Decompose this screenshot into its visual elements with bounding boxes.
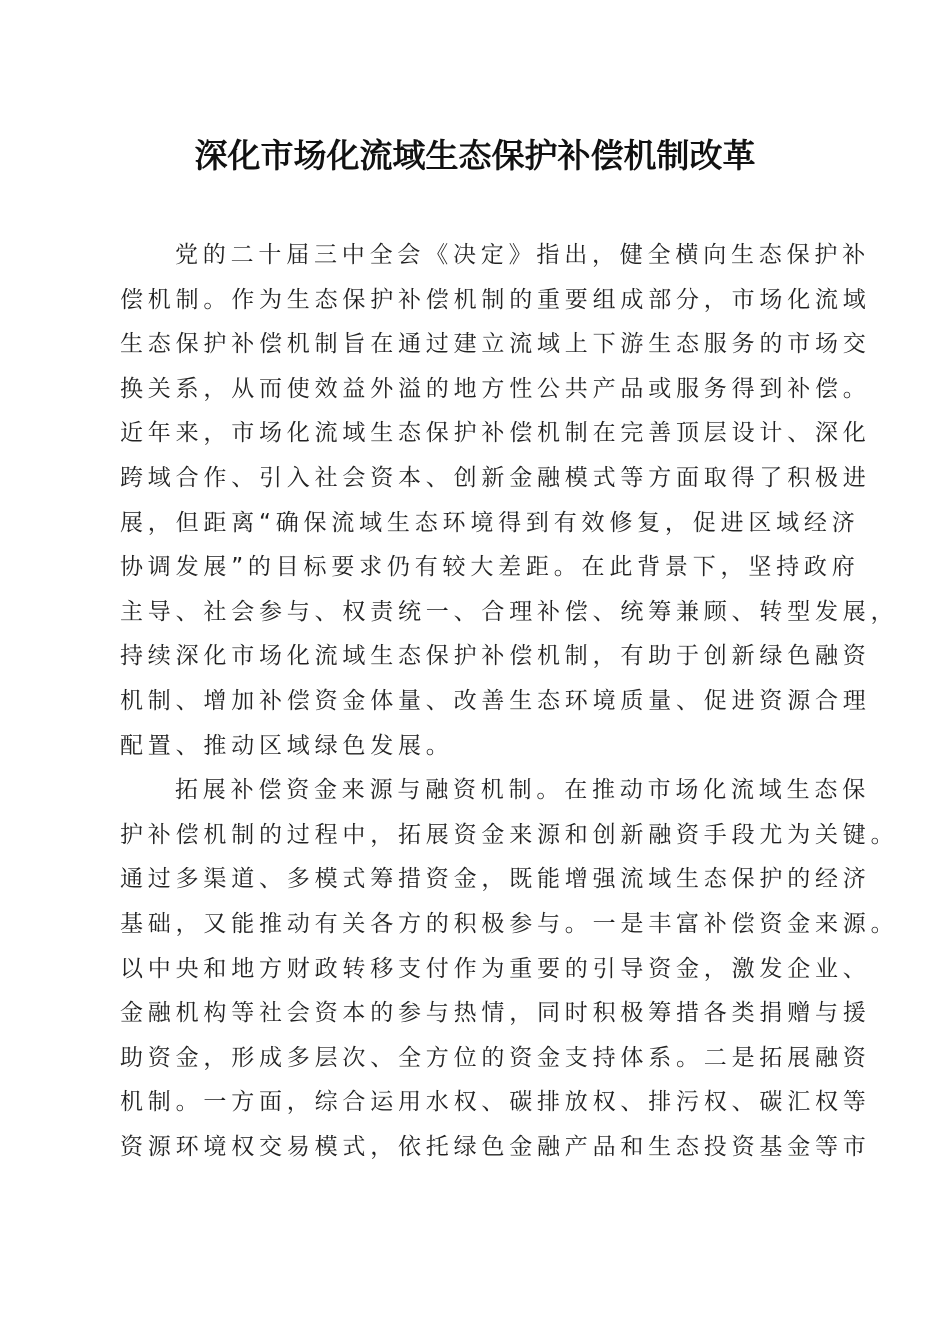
text-line: 机制、增加补偿资金体量、改善生态环境质量、促进资源合理 [120,687,871,714]
text-line: 拓展补偿资金来源与融资机制。在推动市场化流域生态保 [175,777,870,804]
text-line: 护补偿机制的过程中，拓展资金来源和创新融资手段尤为关键。 [120,821,899,848]
text-line: 配置、推动区域绿色发展。 [120,732,454,759]
text-line: 资源环境权交易模式，依托绿色金融产品和生态投资基金等市 [120,1133,871,1160]
text-line: 基础，又能推动有关各方的积极参与。一是丰富补偿资金来源。 [120,910,899,937]
text-line: 协调发展”的目标要求仍有较大差距。在此背景下，坚持政府 [120,554,860,581]
text-line: 展，但距离“确保流域生态环境得到有效修复，促进区域经济 [120,509,860,536]
text-line: 持续深化市场化流域生态保护补偿机制，有助于创新绿色融资 [120,643,871,670]
text-line: 助资金，形成多层次、全方位的资金支持体系。二是拓展融资 [120,1044,871,1071]
text-line: 生态保护补偿机制旨在通过建立流域上下游生态服务的市场交 [120,331,871,358]
text-line: 近年来，市场化流域生态保护补偿机制在完善顶层设计、深化 [120,420,871,447]
text-line: 机制。一方面，综合运用水权、碳排放权、排污权、碳汇权等 [120,1089,871,1116]
text-line: 换关系，从而使效益外溢的地方性公共产品或服务得到补偿。 [120,375,871,402]
text-line: 以中央和地方财政转移支付作为重要的引导资金，激发企业、 [120,955,871,982]
text-line: 主导、社会参与、权责统一、合理补偿、统筹兼顾、转型发展， [120,598,899,625]
text-line: 偿机制。作为生态保护补偿机制的重要组成部分，市场化流域 [120,286,871,313]
text-line: 党的二十届三中全会《决定》指出，健全横向生态保护补 [175,242,870,268]
text-line: 金融机构等社会资本的参与热情，同时积极筹措各类捐赠与援 [120,1000,871,1027]
text-line: 通过多渠道、多模式筹措资金，既能增强流域生态保护的经济 [120,866,871,893]
document-title: 深化市场化流域生态保护补偿机制改革 [194,136,756,175]
document-body [120,233,899,1169]
paragraph [120,233,899,768]
paragraph [120,768,899,1169]
text-line: 跨域合作、引入社会资本、创新金融模式等方面取得了积极进 [120,464,871,491]
